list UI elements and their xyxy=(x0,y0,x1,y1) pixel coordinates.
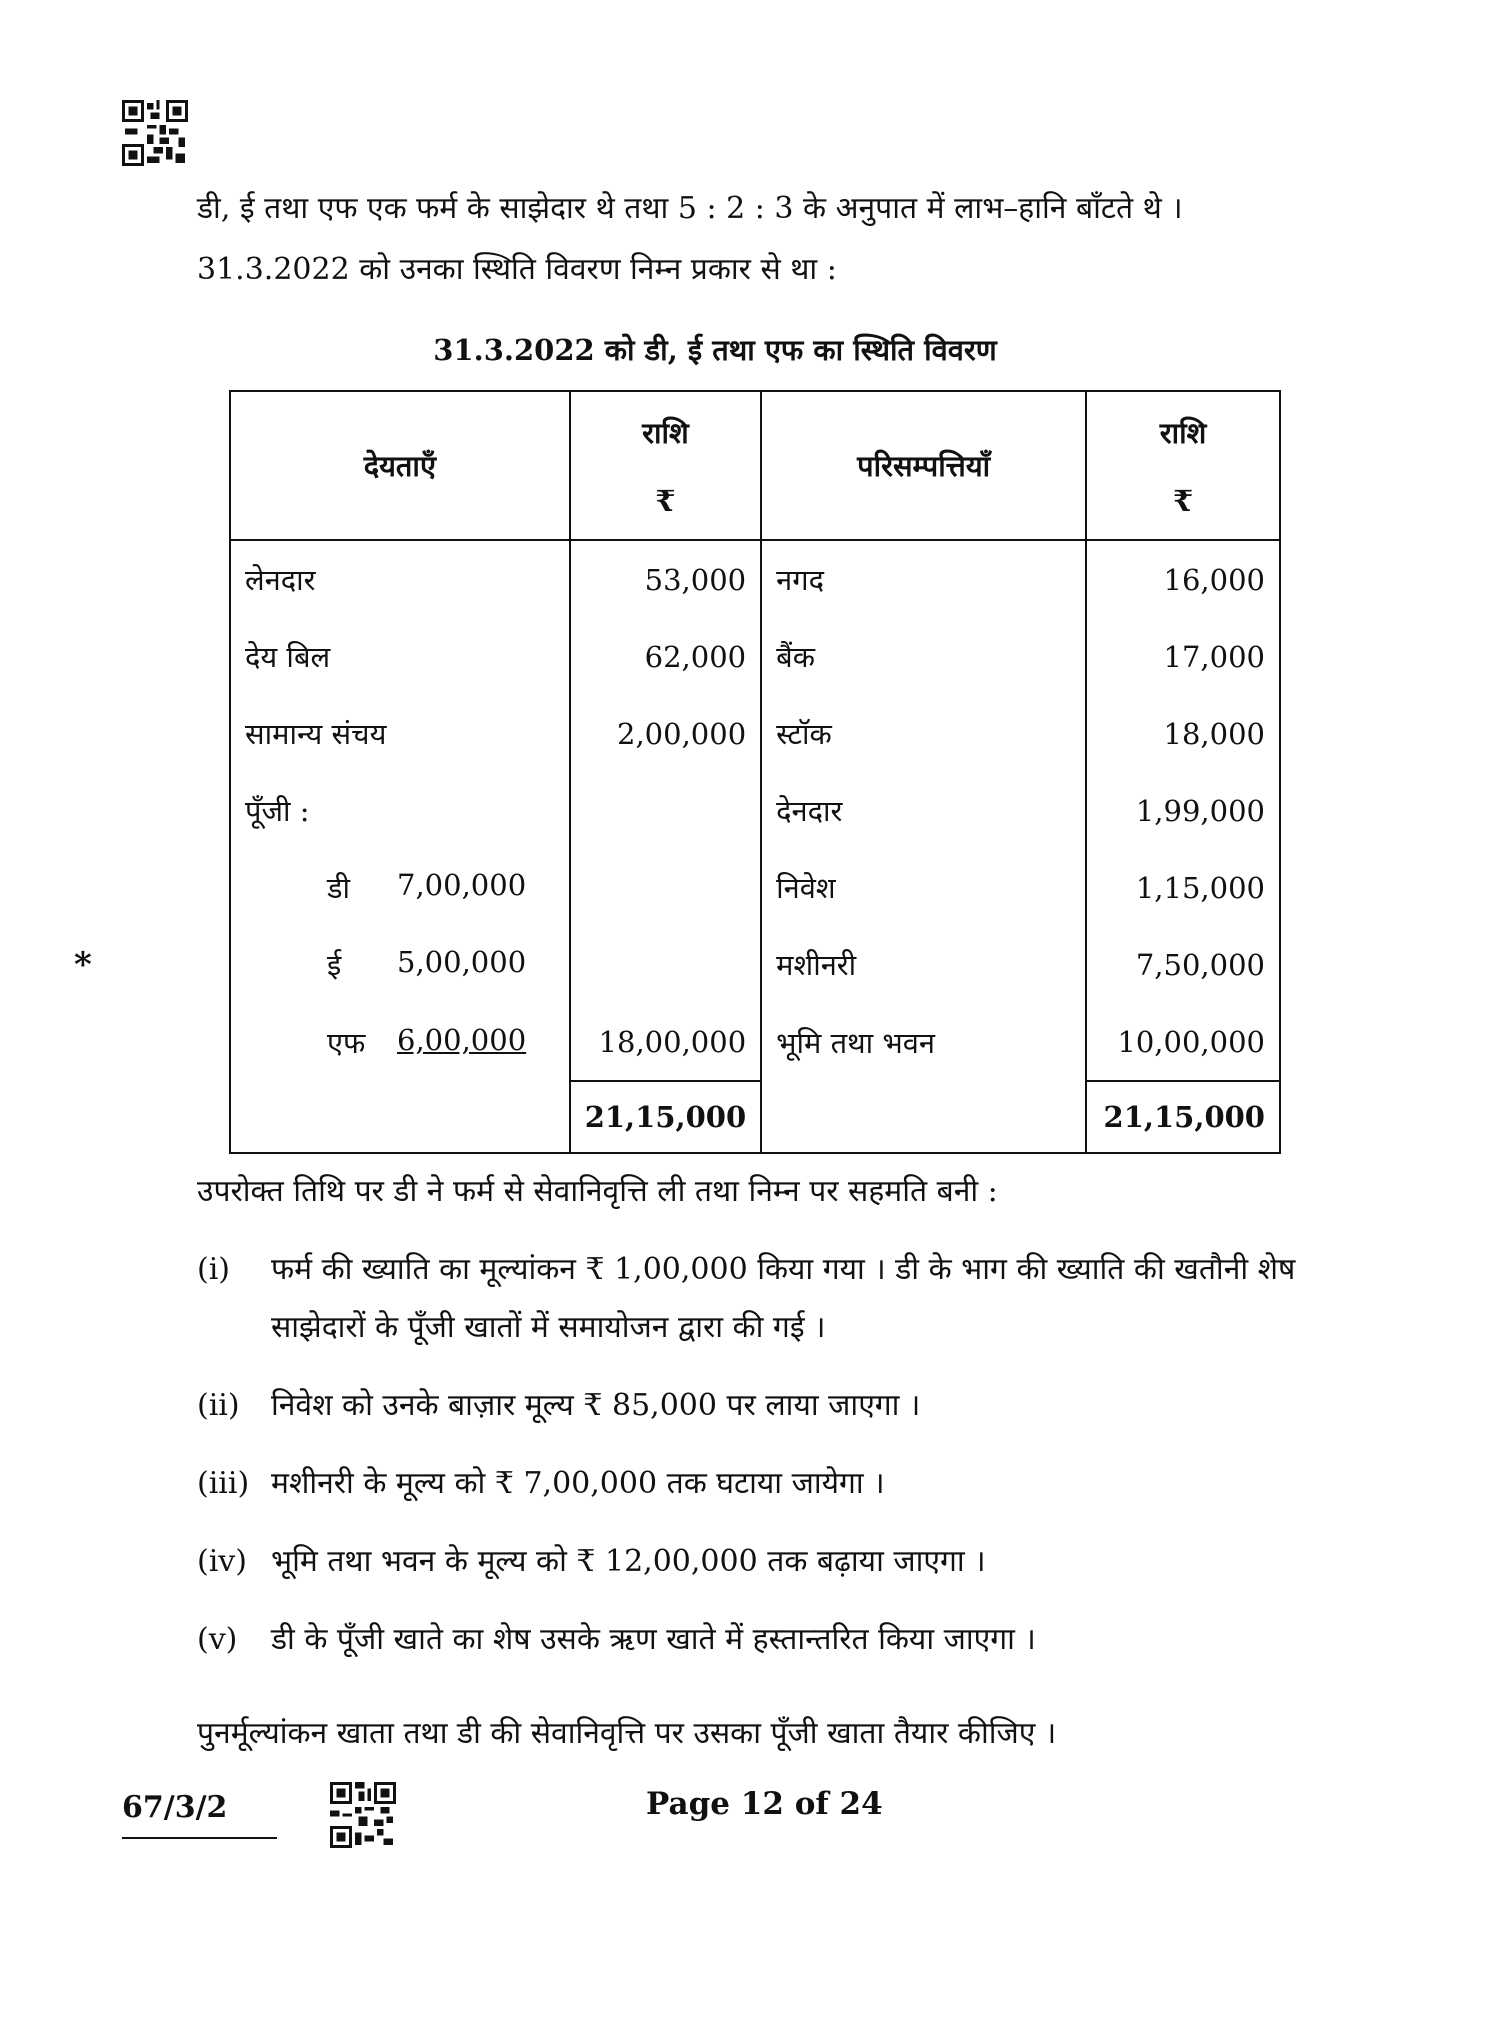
table-row xyxy=(230,926,1280,1003)
table-row xyxy=(230,1003,1280,1081)
liability-amount: 2,00,000 xyxy=(570,695,761,772)
partner-capital: 6,00,000 xyxy=(397,1022,527,1057)
liabilities-amount-header xyxy=(570,391,761,540)
partner-capital: 7,00,000 xyxy=(397,868,527,902)
asset-name: निवेश xyxy=(761,849,1086,926)
asset-name: मशीनरी xyxy=(761,926,1086,1003)
table-row xyxy=(230,540,1280,618)
asset-amount: 1,99,000 xyxy=(1086,772,1280,849)
qr-code-icon xyxy=(330,1782,396,1848)
table-row xyxy=(230,695,1280,772)
capital-partner-row xyxy=(230,926,570,1003)
qr-code-icon xyxy=(122,100,188,166)
balance-sheet-table xyxy=(229,390,1281,1154)
list-item xyxy=(197,1386,1295,1426)
amount-label: राशि xyxy=(642,416,689,450)
capital-partner-row xyxy=(230,1003,570,1081)
list-item xyxy=(197,1620,1295,1660)
term-text-continued: साझेदारों के पूँजी खातों में समायोजन द्वारा की गई । xyxy=(271,1310,826,1345)
liability-amount xyxy=(570,926,761,1003)
assets-amount-header xyxy=(1086,391,1280,540)
margin-asterisk: * xyxy=(74,945,92,985)
liability-amount xyxy=(570,772,761,849)
liability-name: देय बिल xyxy=(230,618,570,695)
liability-name: लेनदार xyxy=(230,540,570,618)
assets-total: 21,15,000 xyxy=(1086,1081,1280,1153)
amount-label: राशि xyxy=(1159,416,1207,450)
list-item xyxy=(197,1542,1295,1582)
table-row xyxy=(230,618,1280,695)
asset-amount: 7,50,000 xyxy=(1086,926,1280,1003)
term-label: (v) xyxy=(197,1622,238,1657)
agreement-intro: उपरोक्त तिथि पर डी ने फर्म से सेवानिवृत्ति ली तथा निम्न पर सहमति बनी : xyxy=(197,1174,998,1209)
asset-name: नगद xyxy=(761,540,1086,618)
total-row xyxy=(230,1081,1280,1153)
list-item xyxy=(197,1464,1295,1504)
liabilities-header: देयताएँ xyxy=(230,391,570,540)
term-label: (i) xyxy=(197,1252,231,1287)
partner-name: एफ xyxy=(327,1025,366,1060)
term-text: मशीनरी के मूल्य को ₹ 7,00,000 तक घटाया जायेगा । xyxy=(271,1466,885,1501)
liabilities-total: 21,15,000 xyxy=(570,1081,761,1153)
capital-total: 18,00,000 xyxy=(570,1003,761,1081)
asset-amount: 17,000 xyxy=(1086,618,1280,695)
partner-name: ई xyxy=(327,948,342,982)
term-label: (ii) xyxy=(197,1388,240,1423)
rupee-label: ₹ xyxy=(655,484,676,518)
intro-line-2: 31.3.2022 को उनका स्थिति विवरण निम्न प्रकार से था : xyxy=(197,252,837,287)
partner-capital: 5,00,000 xyxy=(397,945,527,979)
paper-code: 67/3/2 xyxy=(122,1790,228,1825)
asset-amount: 1,15,000 xyxy=(1086,849,1280,926)
term-label: (iii) xyxy=(197,1466,250,1501)
asset-amount: 16,000 xyxy=(1086,540,1280,618)
table-row xyxy=(230,849,1280,926)
term-text: भूमि तथा भवन के मूल्य को ₹ 12,00,000 तक बढ़ाया जाएगा । xyxy=(271,1544,986,1579)
asset-amount: 10,00,000 xyxy=(1086,1003,1280,1081)
asset-amount: 18,000 xyxy=(1086,695,1280,772)
asset-name: भूमि तथा भवन xyxy=(761,1003,1086,1081)
term-text: डी के पूँजी खाते का शेष उसके ऋण खाते में हस्तान्तरित किया जाएगा । xyxy=(271,1622,1036,1657)
balance-sheet-title: 31.3.2022 को डी, ई तथा एफ का स्थिति विवरण xyxy=(433,333,997,367)
liability-name: पूँजी : xyxy=(230,772,570,849)
liability-amount xyxy=(570,849,761,926)
term-text: फर्म की ख्याति का मूल्यांकन ₹ 1,00,000 किया गया । डी के भाग की ख्याति की खतौनी शेष xyxy=(271,1252,1296,1287)
liability-name: सामान्य संचय xyxy=(230,695,570,772)
list-item-continued xyxy=(197,1308,1295,1348)
assets-header: परिसम्पत्तियाँ xyxy=(761,391,1086,540)
instruction: पुनर्मूल्यांकन खाता तथा डी की सेवानिवृत्ति पर उसका पूँजी खाता तैयार कीजिए । xyxy=(197,1716,1057,1751)
liability-amount: 53,000 xyxy=(570,540,761,618)
intro-line-1: डी, ई तथा एफ एक फर्म के साझेदार थे तथा 5 : 2 : 3 के अनुपात में लाभ–हानि बाँटते थे । xyxy=(197,191,1183,226)
table-row xyxy=(230,772,1280,849)
list-item xyxy=(197,1250,1295,1290)
partner-name: डी xyxy=(327,871,351,905)
capital-partner-row xyxy=(230,849,570,926)
paper-code-block xyxy=(122,1790,277,1839)
asset-name: बैंक xyxy=(761,618,1086,695)
term-text: निवेश को उनके बाज़ार मूल्य ₹ 85,000 पर लाया जाएगा । xyxy=(271,1388,921,1423)
rupee-label: ₹ xyxy=(1172,484,1194,518)
asset-name: देनदार xyxy=(761,772,1086,849)
page-number: Page 12 of 24 xyxy=(646,1786,883,1822)
asset-name: स्टॉक xyxy=(761,695,1086,772)
terms-list xyxy=(197,1250,1295,1660)
term-label: (iv) xyxy=(197,1544,247,1579)
liability-amount: 62,000 xyxy=(570,618,761,695)
code-underline xyxy=(122,1837,277,1839)
